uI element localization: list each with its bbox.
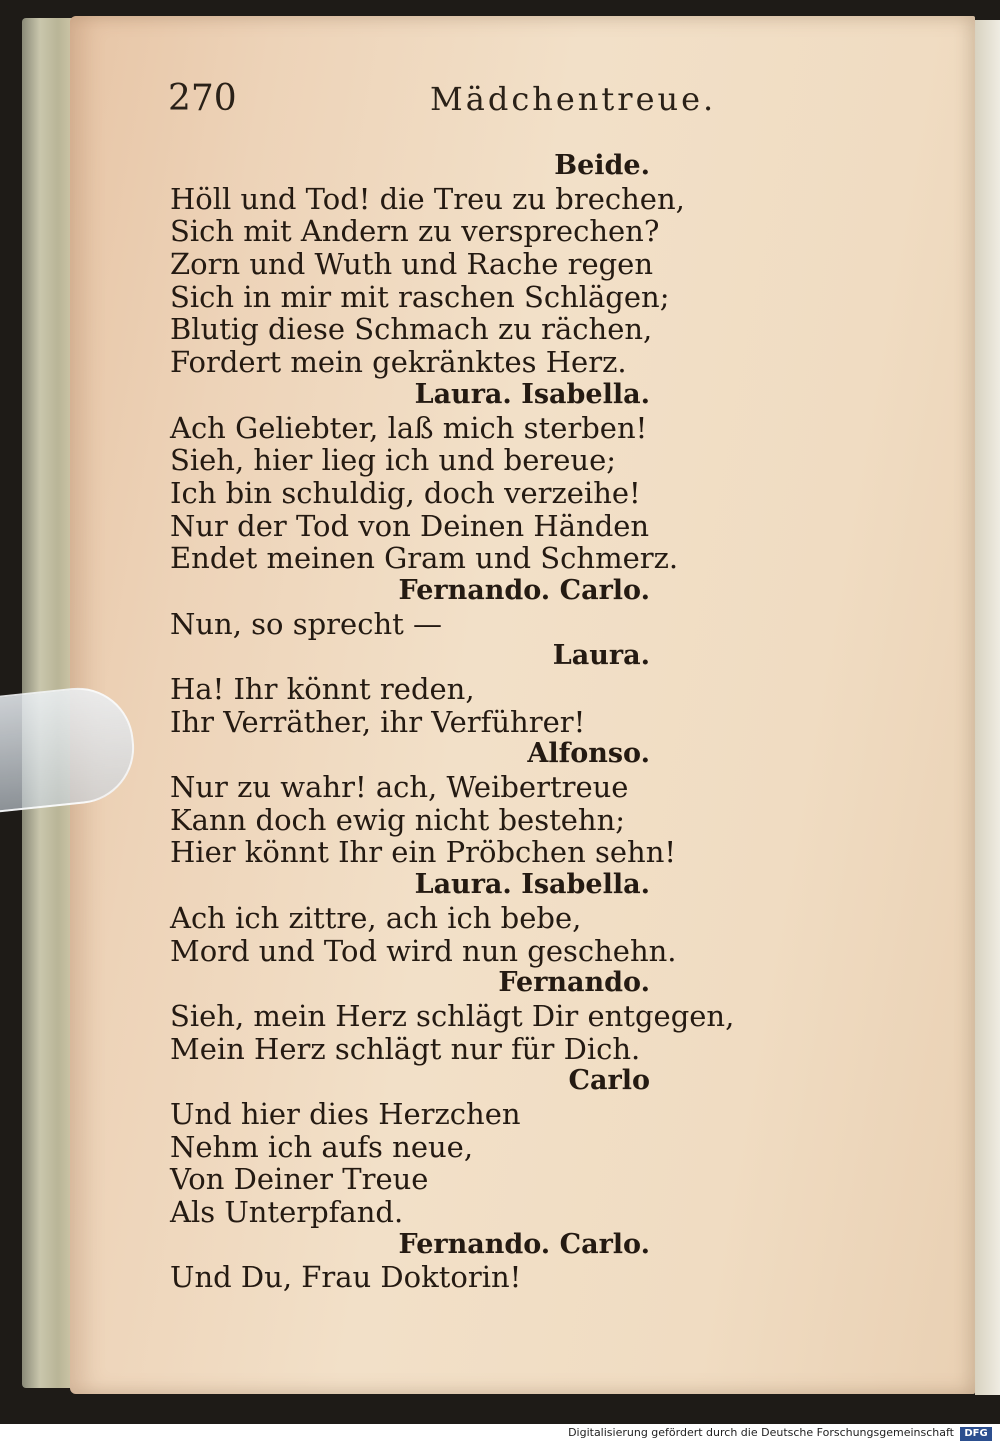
speaker-heading: Fernando. Carlo. [398,1228,650,1260]
verse-line: Nur zu wahr! ach, Weibertreue [170,770,629,805]
verse-line: Sieh, mein Herz schlägt Dir entgegen, [170,998,735,1033]
verse-line: Von Deiner Treue [170,1162,429,1197]
verse-line: Ha! Ihr könnt reden, [170,672,475,706]
verse-line: Sich mit Andern zu versprechen? [170,214,660,249]
verse-line: Nehm ich aufs neue, [170,1129,474,1164]
verse-line: Endet meinen Gram und Schmerz. [170,541,679,576]
verse-line: Kann doch ewig nicht bestehn; [170,802,626,837]
verse-line: Sich in mir mit raschen Schlägen; [170,279,670,314]
verse-line: Ach ich zittre, ach ich bebe, [170,900,582,935]
verse-line: Als Unterpfand. [170,1195,404,1229]
verse-line: Mord und Tod wird nun geschehn. [170,933,677,968]
speaker-heading: Beide. [554,150,650,181]
verse-line: Ach Geliebter, laß mich sterben! [170,410,648,445]
verse-line: Ihr Verräther, ihr Verführer! [170,704,586,739]
speaker-heading: Laura. Isabella. [414,869,650,901]
opposite-page-edge [975,20,1000,1395]
verse-line: Nun, so sprecht — [170,606,442,641]
verse-text-block [170,150,735,1295]
speaker-heading: Laura. [552,640,650,672]
verse-line: Mein Herz schlägt nur für Dich. [170,1031,641,1066]
page-number: 270 [168,78,237,119]
verse-line: Und Du, Frau Doktorin! [170,1260,522,1295]
speaker-heading: Carlo [568,1065,650,1097]
running-title: Mädchentreue. [430,80,717,118]
dfg-logo: DFG [960,1427,992,1441]
speaker-heading: Laura. Isabella. [414,378,650,410]
verse-line: Höll und Tod! die Treu zu brechen, [170,181,685,216]
verse-line: Sieh, hier lieg ich und bereue; [170,443,617,478]
footer-bar [0,1424,1000,1444]
verse-line: Fordert mein gekränktes Herz. [170,345,627,380]
speaker-heading: Fernando. [498,967,650,999]
verse-line: Ich bin schuldig, doch verzeihe! [170,475,641,510]
speaker-heading: Fernando. Carlo. [398,574,650,606]
speaker-heading: Alfonso. [527,738,650,770]
verse-line: Nur der Tod von Deinen Händen [170,508,650,543]
verse-line: Hier könnt Ihr ein Pröbchen sehn! [170,835,677,870]
verse-line: Blutig diese Schmach zu rächen, [170,312,653,347]
verse-line: Zorn und Wuth und Rache regen [170,247,654,282]
verse-line: Und hier dies Herzchen [170,1096,521,1131]
footer-credit: Digitalisierung gefördert durch die Deutsche Forschungsgemeinschaft [568,1426,954,1439]
